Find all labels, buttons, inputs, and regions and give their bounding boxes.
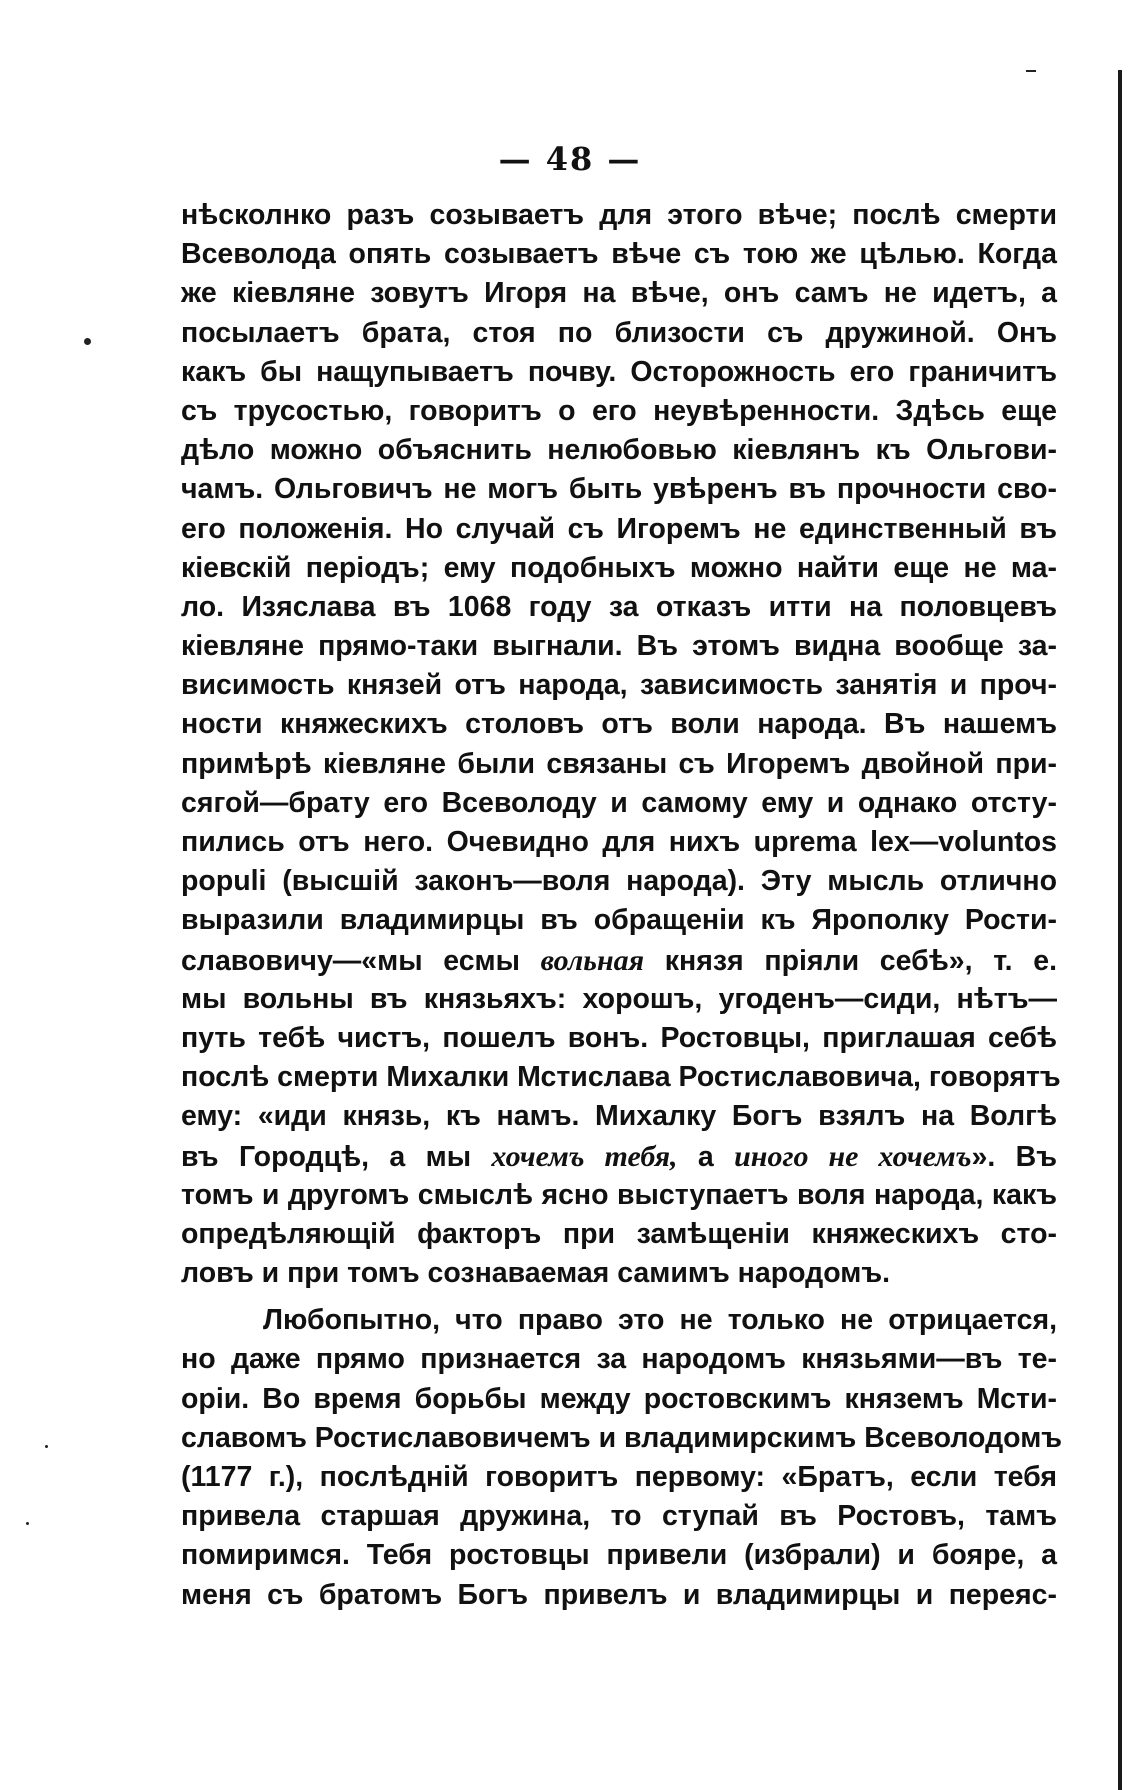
text-line	[181, 1254, 1057, 1293]
text-run: а	[677, 1140, 735, 1173]
text-run: меня съ братомъ Богъ привелъ и владимирцы и переяс-	[181, 1578, 1057, 1611]
text-line	[181, 784, 1057, 823]
text-run: мы вольны въ князьяхъ: хорошъ, угоденъ—сиди, нѣтъ—	[181, 982, 1057, 1015]
text-run: кіевляне прямо-таки выгнали. Въ этомъ видна вообще за-	[181, 630, 1057, 663]
print-speck	[84, 338, 91, 345]
text-run: съ трусостью, говоритъ о его неувѣренности. Здѣсь еще	[181, 394, 1057, 427]
text-run: Всеволода опять созываетъ вѣче съ тою же цѣлью. Когда	[181, 238, 1057, 271]
text-line	[181, 274, 1057, 313]
italic-emphasis: вольная	[540, 943, 645, 977]
text-line	[181, 941, 1057, 980]
text-line	[181, 1340, 1057, 1379]
text-run: ему: «иди князь, къ намъ. Михалку Богъ взялъ на Волгѣ	[181, 1100, 1057, 1133]
text-line	[181, 314, 1057, 353]
text-run: ловъ и при томъ сознаваемая самимъ народомъ.	[181, 1257, 891, 1290]
text-line	[181, 666, 1057, 705]
text-line	[181, 196, 1057, 235]
text-run: помиримся. Тебя ростовцы привели (избрали) и бояре, а	[181, 1539, 1057, 1572]
text-run: оріи. Во время борьбы между ростовскимъ княземъ Мсти-	[181, 1382, 1057, 1415]
page-number: — 48 —	[498, 140, 642, 178]
text-line	[181, 392, 1057, 431]
text-run: славовичу—«мы есмы	[181, 944, 541, 977]
text-run: дѣло можно объяснить нелюбовью кіевлянъ къ Ольгови-	[181, 434, 1057, 467]
text-run: какъ бы нащупываетъ почву. Осторожность его граничитъ	[181, 355, 1057, 388]
text-line	[181, 470, 1057, 509]
text-run: примѣрѣ кіевляне были связаны съ Игоремъ двойной при-	[181, 747, 1057, 780]
text-line	[181, 1058, 1061, 1097]
text-run: populi (высшій законъ—воля народа). Эту мысль отлично	[181, 865, 1057, 898]
text-line	[181, 510, 1057, 549]
page-edge-rule	[1118, 70, 1122, 1790]
print-speck	[45, 1445, 48, 1448]
print-speck	[26, 1522, 29, 1525]
text-line	[181, 1458, 1057, 1497]
italic-emphasis: хочемъ тебя,	[491, 1139, 678, 1173]
text-run: Любопытно, что право это не только не отрицается,	[263, 1304, 1057, 1337]
text-run: князя пріяли себѣ», т. е.	[644, 944, 1057, 977]
text-line	[181, 1576, 1057, 1615]
text-run: славомъ Ростиславовичемъ и владимирскимъ Всеволодомъ	[181, 1421, 1063, 1454]
text-run: томъ и другомъ смыслѣ ясно выступаетъ воля народа, какъ	[181, 1178, 1057, 1211]
text-run: опредѣляющій факторъ при замѣщеніи княжескихъ сто-	[181, 1217, 1057, 1250]
text-line	[181, 353, 1057, 392]
body-text	[181, 196, 1063, 1615]
text-line	[181, 1097, 1057, 1136]
text-line	[181, 1019, 1057, 1058]
text-line	[181, 431, 1057, 470]
text-run: путь тебѣ чистъ, пошелъ вонъ. Ростовцы, приглашая себѣ	[181, 1021, 1057, 1054]
text-run: но даже прямо признается за народомъ князьями—въ те-	[181, 1343, 1057, 1376]
text-run: (1177 г.), послѣдній говоритъ первому: «Братъ, если тебя	[181, 1461, 1057, 1493]
text-line	[181, 901, 1057, 940]
text-line	[181, 588, 1057, 627]
italic-emphasis: иного не хочемъ	[734, 1139, 972, 1173]
text-run: его положенія. Но случай съ Игоремъ не единственный въ	[181, 512, 1057, 545]
text-line	[181, 1176, 1057, 1215]
text-run: же кіевляне зовутъ Игоря на вѣче, онъ самъ не идетъ, а	[181, 277, 1057, 310]
text-line	[181, 705, 1057, 744]
text-line	[181, 823, 1057, 862]
text-line	[181, 549, 1057, 588]
text-run: посылаетъ брата, стоя по близости съ дружиной. Онъ	[181, 316, 1057, 349]
text-line	[181, 1536, 1057, 1575]
text-line	[181, 862, 1057, 901]
text-line	[181, 980, 1057, 1019]
text-line	[181, 1137, 1057, 1176]
text-line	[181, 1380, 1057, 1419]
paragraph	[181, 1301, 1063, 1615]
text-run: въ Городцѣ, а мы	[181, 1140, 492, 1173]
text-run: ности княжескихъ столовъ отъ воли народа. Въ нашемъ	[181, 708, 1057, 741]
text-run: нѣсколнко разъ созываетъ для этого вѣче; послѣ смерти	[181, 199, 1057, 231]
text-run: выразили владимирцы въ обращеніи къ Ярополку Рости-	[181, 904, 1057, 937]
text-line	[181, 1301, 1057, 1340]
text-line	[181, 1215, 1057, 1254]
text-run: висимость князей отъ народа, зависимость занятія и проч-	[181, 669, 1057, 702]
text-line	[181, 1419, 1063, 1458]
text-line	[181, 1497, 1057, 1536]
text-line	[181, 745, 1057, 784]
text-run: ». Въ	[971, 1140, 1057, 1173]
text-run: кіевскій періодъ; ему подобныхъ можно найти еще не ма-	[181, 551, 1057, 584]
paragraph	[181, 196, 1061, 1293]
text-run: чамъ. Ольговичъ не могъ быть увѣренъ въ прочности сво-	[181, 473, 1057, 506]
text-run: послѣ смерти Михалки Мстислава Ростиславовича, говорятъ	[181, 1061, 1061, 1094]
text-run: пились отъ него. Очевидно для нихъ uprema lex—voluntos	[181, 826, 1057, 858]
text-run: ло. Изяслава въ 1068 году за отказъ итти на половцевъ	[181, 590, 1057, 623]
print-speck	[1026, 70, 1036, 72]
text-line	[181, 627, 1057, 666]
text-run: привела старшая дружина, то ступай въ Ростовъ, тамъ	[181, 1500, 1057, 1533]
text-run: сягой—брату его Всеволоду и самому ему и однако отсту-	[181, 786, 1057, 819]
text-line	[181, 235, 1057, 274]
